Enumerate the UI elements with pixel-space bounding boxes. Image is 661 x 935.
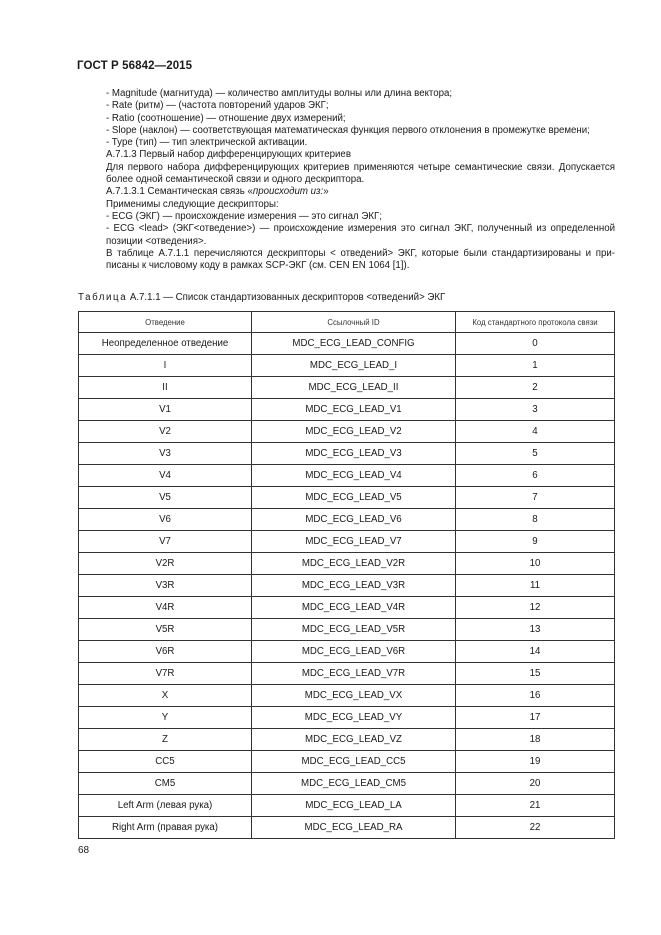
table-row <box>79 663 615 685</box>
table-row <box>79 817 615 839</box>
cell-reference-id: MDC_ECG_LEAD_VZ <box>252 729 456 751</box>
cell-reference-id: MDC_ECG_LEAD_V5R <box>252 619 456 641</box>
cell-lead: Right Arm (правая рука) <box>79 817 252 839</box>
cell-protocol-code: 12 <box>456 597 615 619</box>
cell-lead: V7R <box>79 663 252 685</box>
cell-reference-id: MDC_ECG_LEAD_II <box>252 377 456 399</box>
cell-protocol-code: 21 <box>456 795 615 817</box>
table-row <box>79 553 615 575</box>
cell-protocol-code: 4 <box>456 421 615 443</box>
column-header-lead: Отведение <box>79 312 252 333</box>
table-row <box>79 531 615 553</box>
cell-protocol-code: 22 <box>456 817 615 839</box>
cell-reference-id: MDC_ECG_LEAD_LA <box>252 795 456 817</box>
cell-lead: Неопределенное отведение <box>79 333 252 355</box>
table-row <box>79 685 615 707</box>
cell-lead: Z <box>79 729 252 751</box>
cell-reference-id: MDC_ECG_LEAD_CC5 <box>252 751 456 773</box>
cell-protocol-code: 18 <box>456 729 615 751</box>
cell-protocol-code: 16 <box>456 685 615 707</box>
table-row <box>79 773 615 795</box>
table-row <box>79 509 615 531</box>
bullet-type: - Type (тип) — тип электрической активации. <box>106 137 308 149</box>
cell-reference-id: MDC_ECG_LEAD_V6 <box>252 509 456 531</box>
subsection-prefix: А.7.1.3.1 Семантическая связь « <box>106 186 253 198</box>
cell-reference-id: MDC_ECG_LEAD_V2 <box>252 421 456 443</box>
cell-protocol-code: 15 <box>456 663 615 685</box>
bullet-magnitude: - Magnitude (магнитуда) — количество амплитуды волны или длина вектора; <box>106 88 453 99</box>
cell-lead: X <box>79 685 252 707</box>
cell-reference-id: MDC_ECG_LEAD_CM5 <box>252 773 456 795</box>
cell-protocol-code: 11 <box>456 575 615 597</box>
table-row <box>79 751 615 773</box>
column-header-reference-id: Ссылочный ID <box>252 312 456 333</box>
cell-lead: Y <box>79 707 252 729</box>
body-text <box>78 88 615 272</box>
cell-reference-id: MDC_ECG_LEAD_VY <box>252 707 456 729</box>
table-row <box>79 641 615 663</box>
bullet-ecg-lead: - ECG <lead> (ЭКГ<отведение>) — происхождение измерения это сигнал ЭКГ, полученный из определенной позиции <отведения>. <box>106 223 615 247</box>
cell-lead: Left Arm (левая рука) <box>79 795 252 817</box>
paragraph-semantic-relations: Для первого набора дифференцирующих критериев применяются четыре семантические связи. Допускается более одной семантической связи и одного дескриптора. <box>106 161 615 186</box>
cell-protocol-code: 6 <box>456 465 615 487</box>
table-row <box>79 377 615 399</box>
cell-lead: CM5 <box>79 773 252 795</box>
cell-reference-id: MDC_ECG_LEAD_CONFIG <box>252 333 456 355</box>
table-header-row <box>79 312 615 333</box>
table-row <box>79 729 615 751</box>
page-number: 68 <box>78 845 90 856</box>
subsection-italic: происходит из: <box>252 186 324 198</box>
bullet-slope: - Slope (наклон) — соответствующая математическая функция первого отклонения в промежутке времени; <box>106 124 590 136</box>
table-row <box>79 707 615 729</box>
bullet-rate: - Rate (ритм) — (частота повторений ударов ЭКГ; <box>106 100 329 112</box>
document-header: ГОСТ Р 56842—2015 <box>77 60 193 72</box>
cell-reference-id: MDC_ECG_LEAD_V2R <box>252 553 456 575</box>
cell-lead: V4R <box>79 597 252 619</box>
cell-lead: V3R <box>79 575 252 597</box>
table-row <box>79 619 615 641</box>
cell-lead: V6R <box>79 641 252 663</box>
table-row <box>79 399 615 421</box>
cell-protocol-code: 5 <box>456 443 615 465</box>
table-caption-label: Таблица <box>78 292 128 303</box>
cell-protocol-code: 3 <box>456 399 615 421</box>
subsection-heading-a7131 <box>78 186 615 198</box>
cell-lead: V7 <box>79 531 252 553</box>
cell-lead: V1 <box>79 399 252 421</box>
cell-protocol-code: 8 <box>456 509 615 531</box>
table-row <box>79 795 615 817</box>
cell-reference-id: MDC_ECG_LEAD_V3R <box>252 575 456 597</box>
cell-reference-id: MDC_ECG_LEAD_V4R <box>252 597 456 619</box>
paragraph-descriptors-intro: Применимы следующие дескрипторы: <box>106 198 279 210</box>
table-caption <box>78 292 445 303</box>
table-row <box>79 465 615 487</box>
table-caption-text: А.7.1.1 — Список стандартизованных дескрипторов <отведений> ЭКГ <box>127 292 446 303</box>
cell-reference-id: MDC_ECG_LEAD_V5 <box>252 487 456 509</box>
cell-reference-id: MDC_ECG_LEAD_V6R <box>252 641 456 663</box>
cell-protocol-code: 19 <box>456 751 615 773</box>
cell-reference-id: MDC_ECG_LEAD_V1 <box>252 399 456 421</box>
lead-descriptors-table <box>78 311 615 839</box>
cell-lead: V3 <box>79 443 252 465</box>
table-row <box>79 487 615 509</box>
cell-protocol-code: 13 <box>456 619 615 641</box>
bullet-ecg: - ECG (ЭКГ) — происхождение измерения — это сигнал ЭКГ; <box>106 210 382 222</box>
cell-lead: CC5 <box>79 751 252 773</box>
cell-lead: V2 <box>79 421 252 443</box>
cell-reference-id: MDC_ECG_LEAD_I <box>252 355 456 377</box>
cell-reference-id: MDC_ECG_LEAD_V3 <box>252 443 456 465</box>
cell-reference-id: MDC_ECG_LEAD_RA <box>252 817 456 839</box>
table-body <box>79 333 615 839</box>
cell-protocol-code: 0 <box>456 333 615 355</box>
table-row <box>79 333 615 355</box>
cell-protocol-code: 1 <box>456 355 615 377</box>
cell-protocol-code: 17 <box>456 707 615 729</box>
table-row <box>79 575 615 597</box>
cell-lead: V6 <box>79 509 252 531</box>
cell-reference-id: MDC_ECG_LEAD_V4 <box>252 465 456 487</box>
cell-protocol-code: 14 <box>456 641 615 663</box>
cell-lead: I <box>79 355 252 377</box>
cell-protocol-code: 10 <box>456 553 615 575</box>
cell-protocol-code: 9 <box>456 531 615 553</box>
cell-reference-id: MDC_ECG_LEAD_VX <box>252 685 456 707</box>
cell-lead: V2R <box>79 553 252 575</box>
section-heading-a713: А.7.1.3 Первый набор дифференцирующих критериев <box>106 149 351 161</box>
table-row <box>79 443 615 465</box>
cell-protocol-code: 2 <box>456 377 615 399</box>
subsection-suffix: » <box>323 186 329 198</box>
cell-lead: V4 <box>79 465 252 487</box>
cell-lead: II <box>79 377 252 399</box>
cell-reference-id: MDC_ECG_LEAD_V7R <box>252 663 456 685</box>
cell-lead: V5 <box>79 487 252 509</box>
cell-protocol-code: 7 <box>456 487 615 509</box>
table-row <box>79 421 615 443</box>
column-header-protocol-code: Код стандартного протокола связи <box>456 312 615 333</box>
cell-lead: V5R <box>79 619 252 641</box>
bullet-ratio: - Ratio (соотношение) — отношение двух измерений; <box>106 112 346 124</box>
paragraph-table-reference: В таблице А.7.1.1 перечисляются дескрипторы < отведений> ЭКГ, которые были стандартизированы и при-писаны к числовому коду в рамках SCP-ЭКГ (см. CEN EN 1064 [1]). <box>106 247 615 272</box>
table-row <box>79 355 615 377</box>
cell-protocol-code: 20 <box>456 773 615 795</box>
table-row <box>79 597 615 619</box>
cell-reference-id: MDC_ECG_LEAD_V7 <box>252 531 456 553</box>
